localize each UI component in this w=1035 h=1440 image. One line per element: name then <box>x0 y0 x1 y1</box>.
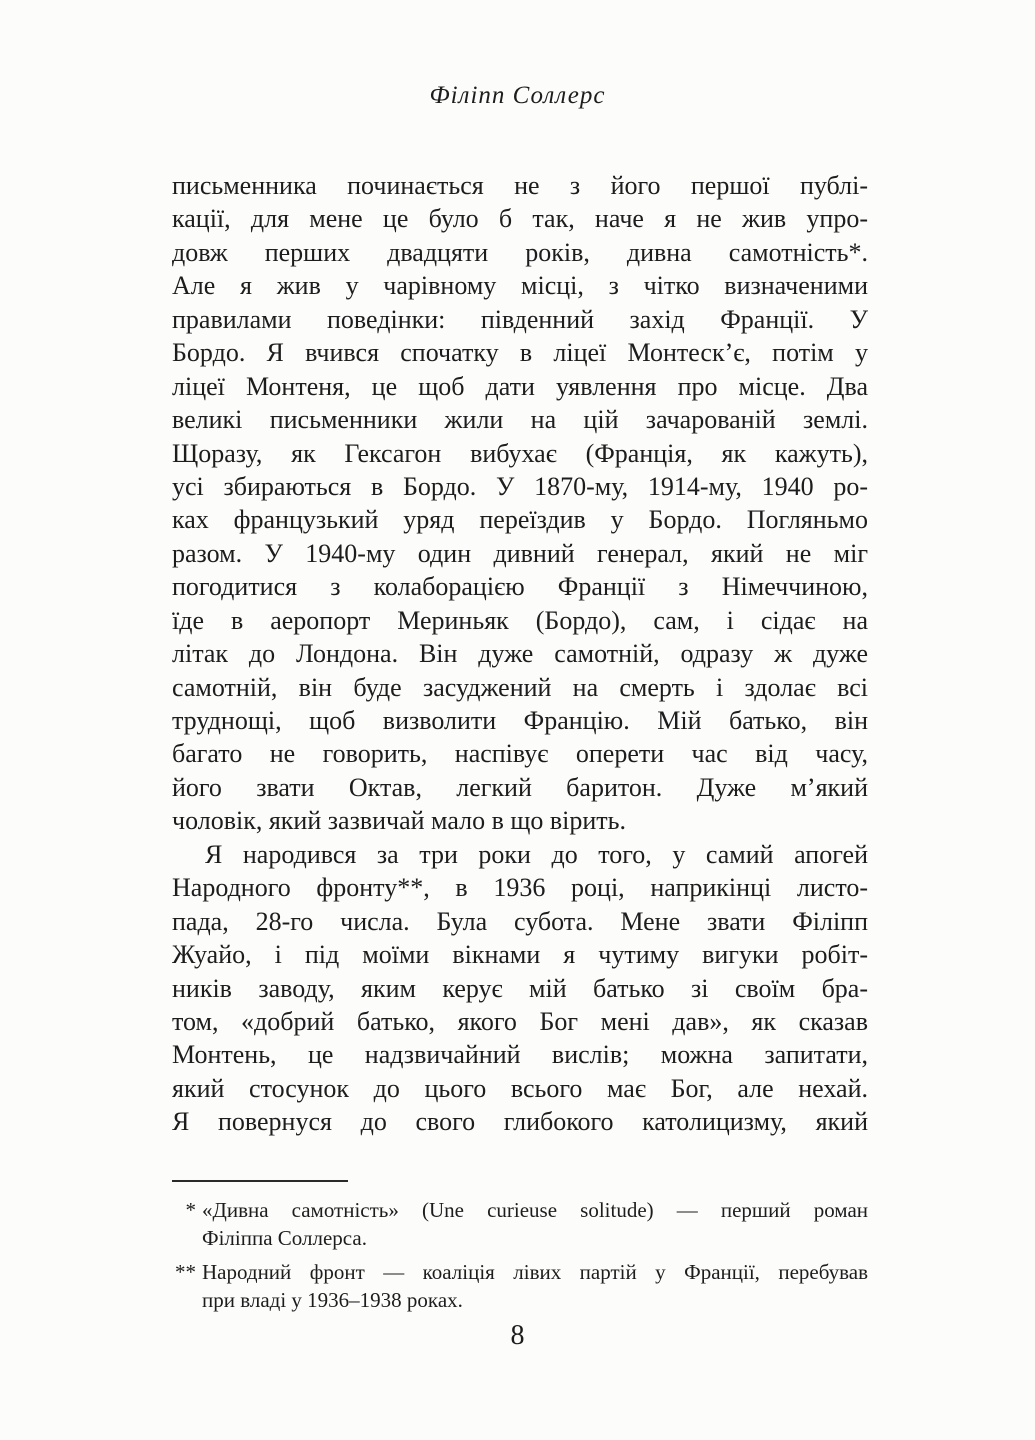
footnote-separator <box>172 1180 348 1182</box>
footnote-text <box>202 1196 868 1252</box>
body-line: Бордо. Я вчився спочатку в ліцеї Монтеск’є, потім у <box>172 338 868 368</box>
body-line: кації, для мене це було б так, наче я не жив упро- <box>172 204 868 234</box>
page-number: 8 <box>510 1320 525 1351</box>
footnote-item <box>172 1196 868 1252</box>
footnote-marker: ** <box>175 1260 196 1284</box>
body-line: труднощі, щоб визволити Францію. Мій батько, він <box>172 706 868 735</box>
body-line: самотній, він буде засуджений на смерть і здолає всі <box>172 672 868 702</box>
body-line: Я повернуся до свого глибокого католицизму, який <box>172 1107 868 1137</box>
body-line: ках французький уряд переїздив у Бордо. Погляньмо <box>172 505 868 535</box>
body-line: том, «добрий батько, якого Бог мені дав», як сказав <box>172 1006 868 1036</box>
body-line: усі збираються в Бордо. У 1870-му, 1914-му, 1940 ро- <box>172 471 868 501</box>
footnote-text <box>202 1258 868 1314</box>
body-line: погодитися з колаборацією Франції з Німеччиною, <box>172 572 868 602</box>
body-line: довж перших двадцяти років, дивна самотність*. <box>172 237 868 267</box>
body-line: разом. У 1940-му один дивний генерал, який не міг <box>172 538 868 568</box>
footnote-marker: * <box>185 1198 196 1222</box>
running-header: Філіпп Соллерс <box>429 82 606 109</box>
body-text <box>172 169 868 1139</box>
body-line: літак до Лондона. Він дуже самотній, одразу ж дуже <box>172 639 868 669</box>
body-line: який стосунок до цього всього має Бог, але нехай. <box>172 1073 868 1103</box>
footnote-item <box>172 1258 868 1314</box>
body-line: Народного фронту**, в 1936 році, наприкінці листо- <box>172 873 868 903</box>
body-line: Але я жив у чарівному місці, з чітко визначеними <box>172 271 868 301</box>
body-line: ників заводу, яким керує мій батько зі своїм бра- <box>172 973 868 1003</box>
body-line: їде в аеропорт Мериньяк (Бордо), сам, і сідає на <box>172 605 868 635</box>
footnote-line: Філіппа Соллерса. <box>202 1226 367 1250</box>
body-line: його звати Октав, легкий баритон. Дуже м’який <box>172 772 868 802</box>
body-line: великі письменники жили на цій зачарованій землі. <box>172 405 868 435</box>
footnotes <box>172 1196 868 1320</box>
footnote-line: Народний фронт — коаліція лівих партій у Франції, перебував <box>202 1260 868 1284</box>
body-line: пада, 28-го числа. Була субота. Мене звати Філіпп <box>172 906 868 936</box>
footnote-line: «Дивна самотність» (Une curieuse solitude) — перший роман <box>202 1198 868 1222</box>
body-line: письменника починається не з його першої публі- <box>172 171 868 200</box>
body-line: Щоразу, як Гексагон вибухає (Франція, як кажуть), <box>172 438 868 468</box>
body-line: багато не говорить, наспівує оперети час від часу, <box>172 739 868 769</box>
body-line: ліцеї Монтеня, це щоб дати уявлення про місце. Два <box>172 371 868 401</box>
body-line: Я народився за три роки до того, у самий апогей <box>205 839 868 869</box>
footnote-line: при владі у 1936–1938 роках. <box>202 1288 463 1312</box>
body-line: чоловік, який зазвичай мало в що вірить. <box>172 806 627 836</box>
body-line: правилами поведінки: південний захід Франції. У <box>172 304 868 334</box>
body-line: Жуайо, і під моїми вікнами я чутиму вигуки робіт- <box>172 940 868 970</box>
body-line: Монтень, це надзвичайний вислів; можна запитати, <box>172 1040 868 1070</box>
